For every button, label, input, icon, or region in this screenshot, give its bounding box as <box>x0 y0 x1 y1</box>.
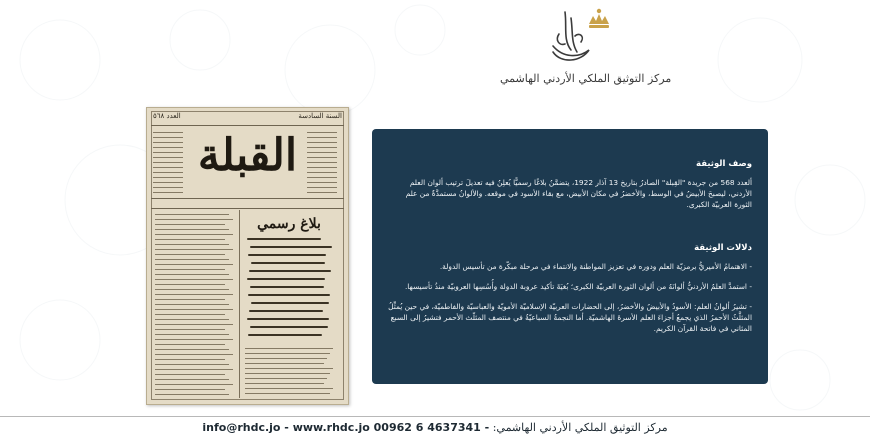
print-line <box>155 369 233 370</box>
print-line <box>245 358 327 359</box>
handwritten-line <box>247 238 321 240</box>
handwritten-line <box>247 278 325 280</box>
handwritten-line <box>248 334 322 336</box>
print-line <box>307 177 337 178</box>
handwritten-line <box>248 254 326 256</box>
handwritten-line <box>250 286 324 288</box>
print-line <box>155 334 229 335</box>
newspaper-masthead: القبلة <box>197 130 298 181</box>
print-line <box>307 162 337 163</box>
print-line <box>153 132 183 133</box>
year-label: السنة السادسة <box>298 112 342 120</box>
issue-row <box>153 112 342 124</box>
print-line <box>155 309 233 310</box>
print-line <box>153 177 183 178</box>
description-panel <box>372 129 768 384</box>
print-line <box>155 314 225 315</box>
print-line <box>153 167 183 168</box>
print-line <box>155 239 225 240</box>
logo-text: مركز التوثيق الملكي الأردني الهاشمي <box>500 72 672 85</box>
handwritten-line <box>250 246 332 248</box>
print-line <box>245 383 324 384</box>
print-line <box>155 219 233 220</box>
print-line <box>155 214 229 215</box>
print-line <box>155 279 233 280</box>
handwritten-line <box>247 318 329 320</box>
print-line <box>245 353 330 354</box>
print-line <box>245 373 330 374</box>
print-line <box>307 182 337 183</box>
handwritten-line <box>250 326 328 328</box>
print-line <box>245 388 333 389</box>
newspaper-scan <box>146 107 349 405</box>
print-line <box>155 374 225 375</box>
significance-item: - تشيرُ ألوانُ العلم: الأسودُ والأبيضُ والأخضرُ، إلى الحضارات العربيّة الإسلاميّة الأمويّة والعباسيّة والفاطميّة، في حين يُمثِّلُ المثلَّثُ الأحمرُ الذي يجمعُ أجزاءَ العلم الأسرةَ الهاشميّة. أما النجمةُ السباعيّةُ في منتصف المثلّث الأحمر فتشيرُ إلى السبع المثاني في فاتحة القرآن الكريم. <box>388 302 752 333</box>
print-line <box>155 289 229 290</box>
print-line <box>245 393 330 394</box>
handwritten-line <box>251 262 325 264</box>
header-rule <box>151 125 344 126</box>
print-line <box>307 142 337 143</box>
print-line <box>155 284 225 285</box>
print-line <box>155 229 229 230</box>
print-line <box>155 224 225 225</box>
print-line <box>155 379 229 380</box>
print-line <box>155 269 225 270</box>
print-line <box>155 359 225 360</box>
print-line <box>307 132 337 133</box>
print-line <box>155 344 225 345</box>
print-line <box>153 142 183 143</box>
print-line <box>307 157 337 158</box>
print-line <box>155 384 233 385</box>
description-section <box>386 159 752 210</box>
issue-number: العدد ٥٦٨ <box>153 112 181 120</box>
print-line <box>155 394 229 395</box>
crown-calligraphy-emblem <box>545 6 615 68</box>
print-line <box>155 274 229 275</box>
notice-title: بلاغ رسمي <box>257 216 321 232</box>
column-separator <box>239 210 240 398</box>
print-line <box>155 249 233 250</box>
print-line <box>153 147 183 148</box>
print-line <box>307 147 337 148</box>
handwritten-line <box>249 270 331 272</box>
description-body: ألعدد 568 من جريدة "القِبلة" الصادرُ بتاريخ 13 آذار 1922، يتضمَّنُ بلاغًا رسميًّا يُعلِنُ فيه تعديلَ ترتيب ألوان العلم الأردني، ليصبحَ الأبيضُ في الوسط، والأخضرُ في مكان الأبيض، مع بقاء الأسود في موقعه. والألوانُ مستمدَّةٌ من علم الثورة العربيّة الكبرى. <box>405 178 752 209</box>
footer-contact[interactable]: info@rhdc.jo - www.rhdc.jo 00962 6 4637341 - <box>202 421 490 434</box>
handwritten-line <box>248 294 330 296</box>
significance-item: - استمدَّ العلمُ الأردنيُّ ألوانَهُ من ألوان الثورة العربيّة الكبرى؛ بُغيَةَ تأكيد عروبة الدولة وأُسُسِها العروبيّة منذُ تأسيسها. <box>404 282 752 291</box>
footer-divider <box>0 416 870 417</box>
print-line <box>155 319 229 320</box>
print-line <box>307 137 337 138</box>
rhdc-logo <box>500 6 672 88</box>
print-line <box>153 187 183 188</box>
print-line <box>153 152 183 153</box>
print-line <box>155 304 229 305</box>
footer <box>0 421 870 434</box>
print-line <box>153 137 183 138</box>
print-line <box>155 244 229 245</box>
section-rule <box>151 208 344 209</box>
print-line <box>245 368 333 369</box>
significance-list <box>386 261 752 334</box>
print-line <box>153 162 183 163</box>
print-line <box>155 329 225 330</box>
handwritten-line <box>249 310 323 312</box>
print-line <box>155 259 229 260</box>
print-line <box>155 299 225 300</box>
print-line <box>245 363 324 364</box>
print-line <box>153 192 183 193</box>
print-line <box>245 378 327 379</box>
print-line <box>155 349 229 350</box>
description-heading: وصف الوثيقة <box>696 159 752 169</box>
print-line <box>155 364 229 365</box>
significance-heading: دلالات الوثيقة <box>694 243 752 253</box>
print-line <box>153 157 183 158</box>
significance-item: - الاهتمامُ الأميريُّ برمزيّة العلم ودوره في تعزيز المواطنة والانتماء في مرحلة مبكّرة من تأسيس الدولة. <box>439 262 752 271</box>
print-line <box>155 254 225 255</box>
print-line <box>307 152 337 153</box>
print-line <box>307 167 337 168</box>
print-line <box>153 182 183 183</box>
print-line <box>155 389 225 390</box>
footer-org-name: مركز التوثيق الملكي الأردني الهاشمي: <box>492 421 668 434</box>
print-line <box>155 264 233 265</box>
print-line <box>153 172 183 173</box>
print-line <box>155 324 233 325</box>
print-line <box>245 348 333 349</box>
print-line <box>307 192 337 193</box>
print-line <box>307 172 337 173</box>
print-line <box>155 339 233 340</box>
print-line <box>155 354 233 355</box>
print-line <box>155 294 233 295</box>
print-line <box>307 187 337 188</box>
print-line <box>155 234 233 235</box>
masthead-rule <box>151 198 344 199</box>
handwritten-line <box>251 302 329 304</box>
significance-section <box>386 243 752 343</box>
